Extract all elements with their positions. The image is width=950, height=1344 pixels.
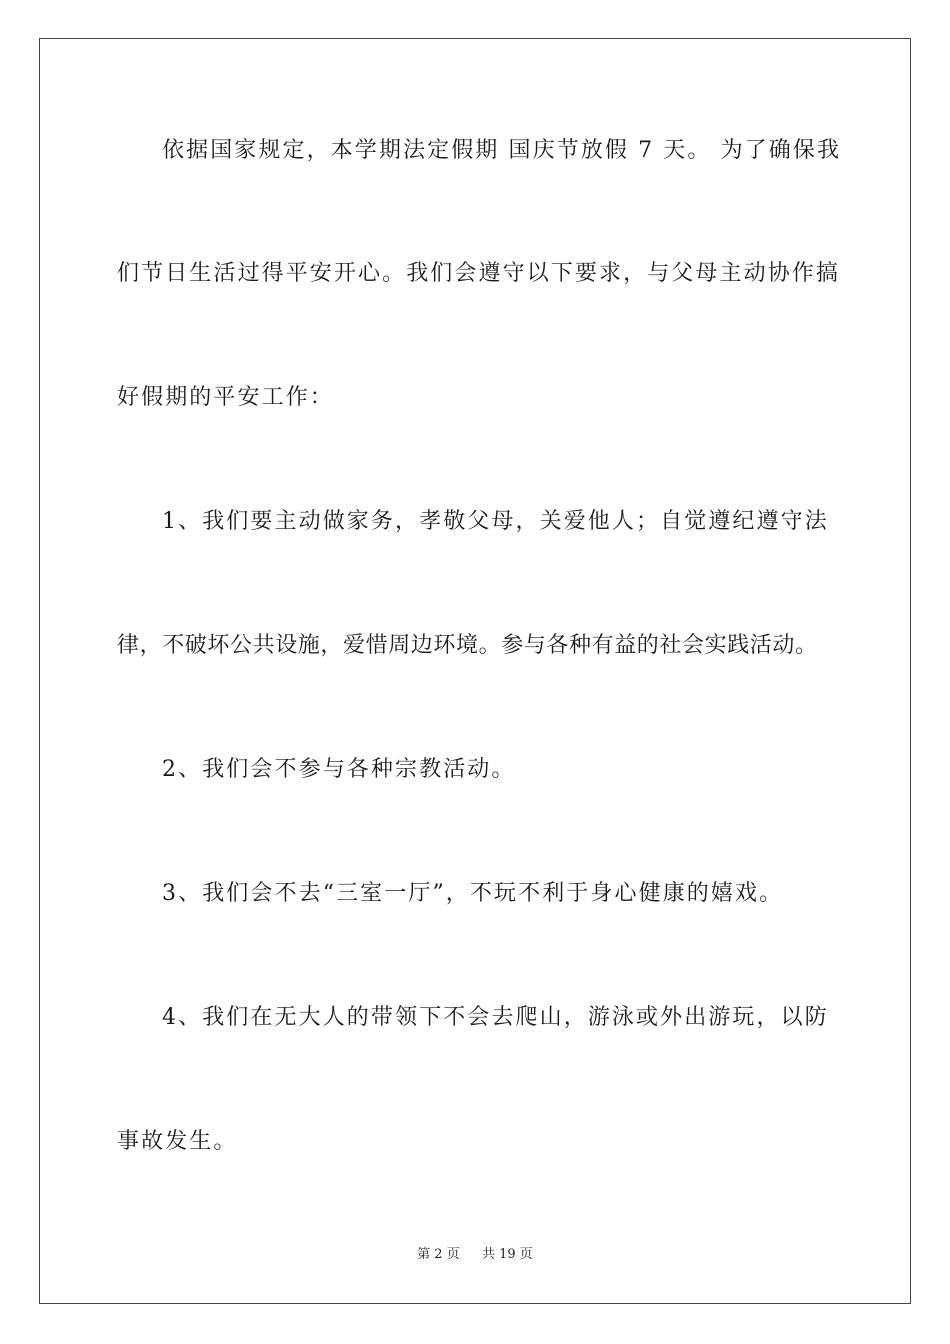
item-3: 3、我们会不去“三室一厅”，不玩不利于身心健康的嬉戏。	[162, 881, 784, 906]
page-footer	[0, 1246, 950, 1264]
item-1-line-2: 律，不破坏公共设施，爱惜周边环境。参与各种有益的社会实践活动。	[117, 633, 818, 658]
paragraph-intro-line-2: 们节日生活过得平安开心。我们会遵守以下要求，与父母主动协作搞	[117, 261, 841, 286]
paragraph-intro-line-3: 好假期的平安工作：	[117, 385, 334, 410]
item-1-line-1: 1、我们要主动做家务，孝敬父母，关爱他人；自觉遵纪遵守法	[162, 509, 829, 534]
item-2: 2、我们会不参与各种宗教活动。	[162, 757, 516, 782]
page-frame	[39, 38, 911, 1304]
paragraph-intro-line-1: 依据国家规定，本学期法定假期 国庆节放假 7 天。 为了确保我	[162, 138, 842, 163]
item-4-line-1: 4、我们在无大人的带领下不会去爬山，游泳或外出游玩，以防	[162, 1005, 829, 1030]
item-4-line-2: 事故发生。	[117, 1129, 238, 1154]
page-number-current: 第 2 页	[417, 1247, 460, 1262]
page-number-total: 共 19 页	[482, 1247, 533, 1262]
